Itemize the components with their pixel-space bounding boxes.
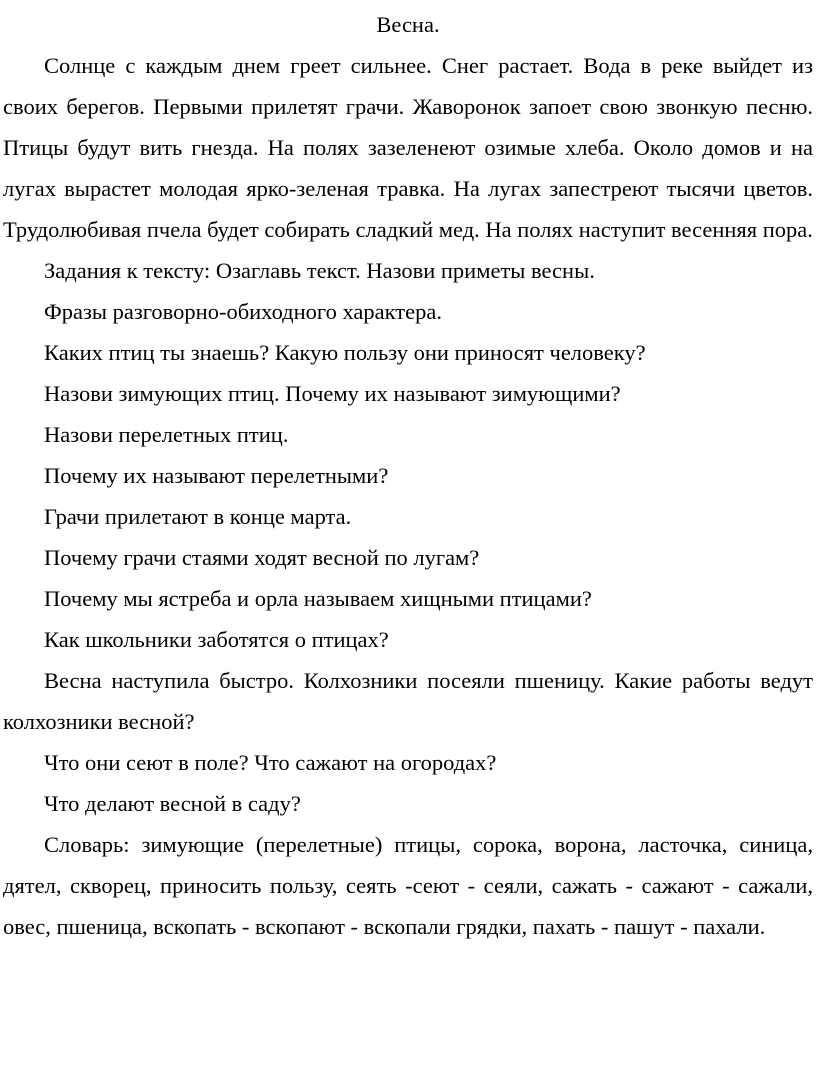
paragraph-phrases-heading: Фразы разговорно-обиходного характера. [44, 299, 442, 324]
question-rooks-flocks: Почему грачи стаями ходят весной по лугам? [44, 545, 480, 570]
question-why-migratory: Почему их называют перелетными? [44, 463, 389, 488]
question-garden-work: Что делают весной в саду? [44, 791, 301, 816]
question-birds-of-prey: Почему мы ястреба и орла называем хищными птицами? [44, 586, 592, 611]
paragraph-vocabulary: Словарь: зимующие (перелетные) птицы, сорока, ворона, ласточка, синица, дятел, скворец, приносить пользу, сеять -сеют - сеяли, сажать - сажают - сажали, овес, пшеница, вскопать - вскопают - вскопали грядки, пахать - пашут - пахали. [3, 832, 813, 939]
question-what-they-sow: Что они сеют в поле? Что сажают на огородах? [44, 750, 497, 775]
paragraph-spring-text: Солнце с каждым днем греет сильнее. Снег растает. Вода в реке выйдет из своих берегов. Первыми прилетят грачи. Жаворонок запоет свою звонкую песню. Птицы будут вить гнезда. На полях зазеленеют озимые хлеба. Около домов и на лугах вырастет молодая ярко-зеленая травка. На лугах запестреют тысячи цветов. Трудолюбивая пчела будет собирать сладкий мед. На полях наступит весенняя пора. [3, 53, 813, 242]
paragraph-tasks: Задания к тексту: Озаглавь текст. Назови приметы весны. [44, 258, 595, 283]
document-title: Весна. [376, 12, 440, 37]
question-which-birds: Каких птиц ты знаешь? Какую пользу они приносят человеку? [44, 340, 646, 365]
question-migratory-birds: Назови перелетных птиц. [44, 422, 289, 447]
statement-rooks-arrive: Грачи прилетают в конце марта. [44, 504, 352, 529]
question-wintering-birds: Назови зимующих птиц. Почему их называют зимующими? [44, 381, 621, 406]
question-schoolchildren-care: Как школьники заботятся о птицах? [44, 627, 389, 652]
paragraph-spring-work: Весна наступила быстро. Колхозники посеяли пшеницу. Какие работы ведут колхозники весной? [3, 668, 813, 734]
